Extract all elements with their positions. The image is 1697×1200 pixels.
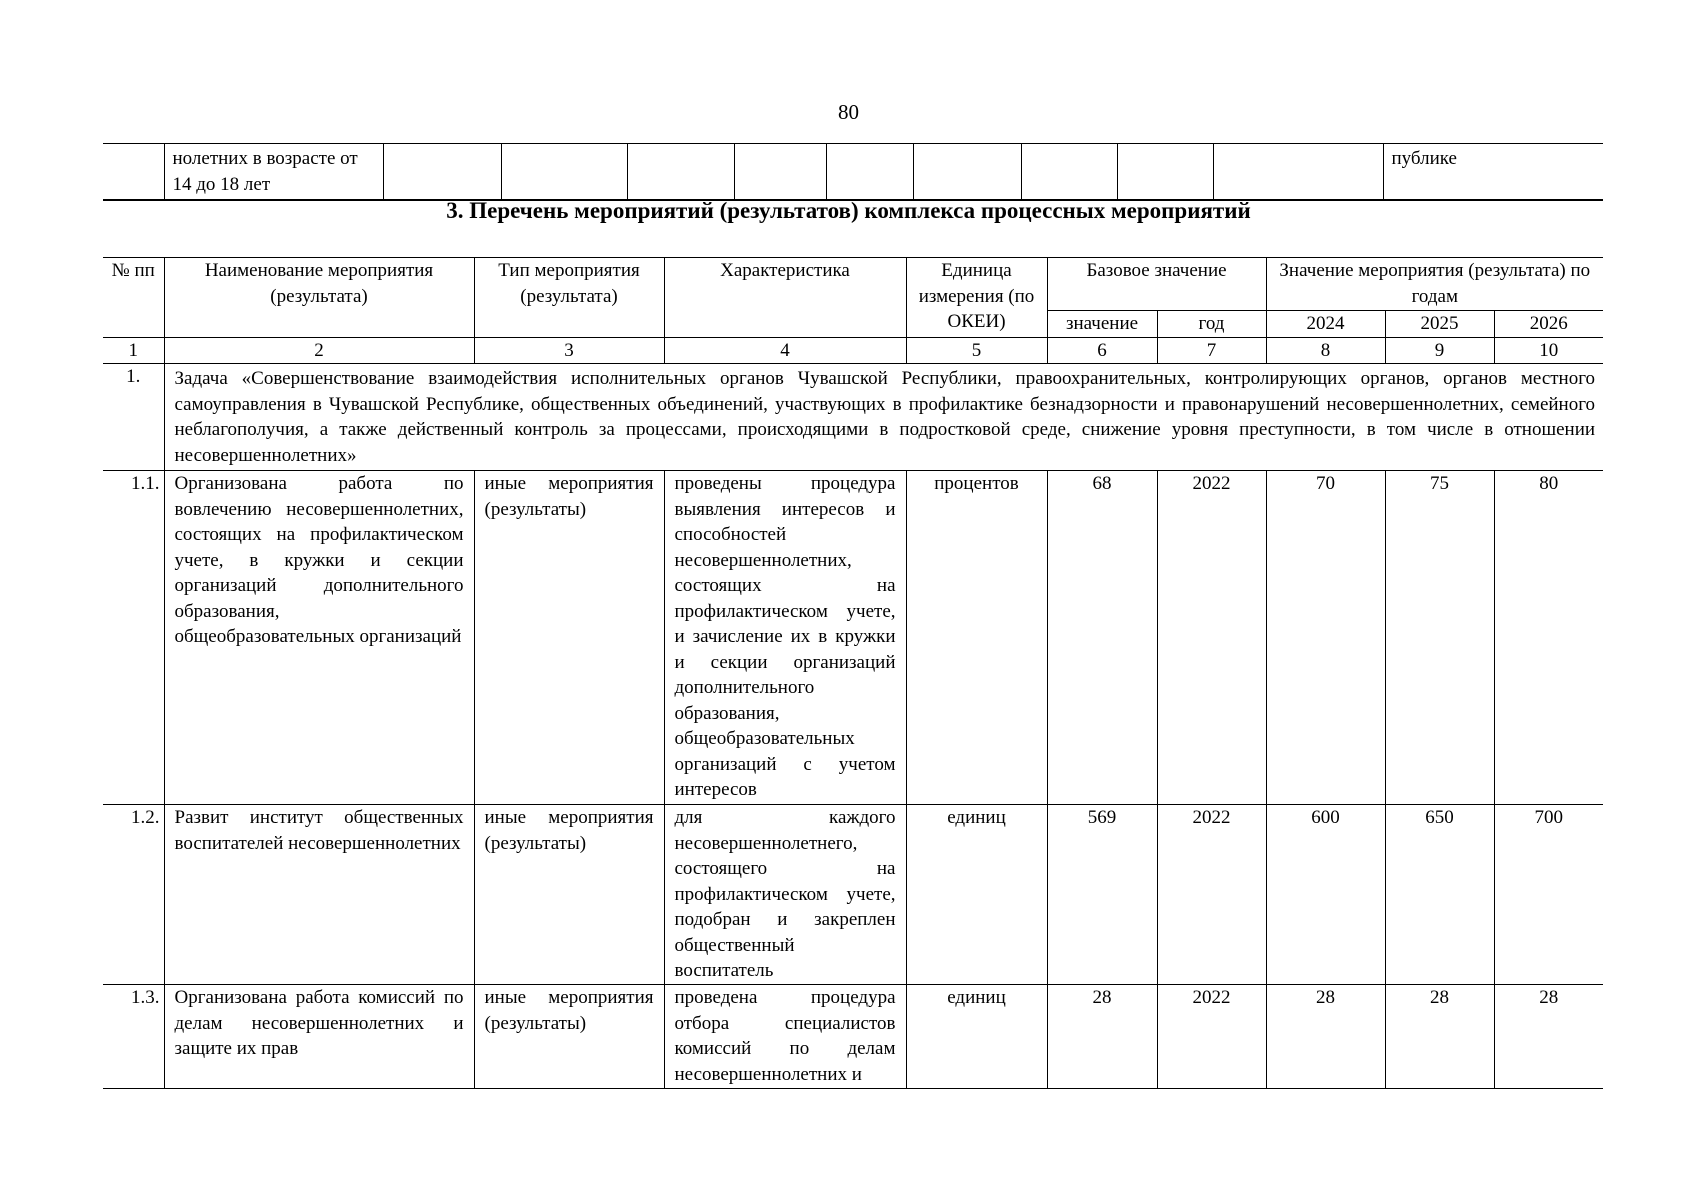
col-number: 6 [1047,337,1157,364]
row-base-year: 2022 [1157,805,1266,985]
row-characteristic: для каждого несовершеннолетнего, состоящего на профилактическом учете, подобран и закреплен общественный воспитатель [664,805,906,985]
header-2026: 2026 [1494,311,1603,338]
row-2025: 650 [1385,805,1494,985]
row-base-value: 28 [1047,985,1157,1089]
row-base-year: 2022 [1157,985,1266,1089]
row-type: иные мероприятия (результаты) [474,805,664,985]
col-number: 9 [1385,337,1494,364]
header-unit: Единица измерения (по ОКЕИ) [906,258,1047,338]
row-characteristic: проведены процедура выявления интересов и способностей несовершеннолетних, состоящих на профилактическом учете, и зачисление их в кружки и секции организаций дополнительного образования, общеобразовательных организаций с учетом интересов [664,471,906,805]
row-unit: единиц [906,805,1047,985]
section-title: 3. Перечень мероприятий (результатов) комплекса процессных мероприятий [446,198,1251,223]
column-numbers-row [103,337,1603,364]
header-num: № пп [103,258,164,338]
task-text: Задача «Совершенствование взаимодействия исполнительных органов Чувашской Республики, правоохранительных, контролирующих органов, органов местного самоуправления в Чувашской Республике, общественных объединений, участвующих в профилактике безнадзорности и правонарушений несовершеннолетних, семейного неблагополучия, а также действенный контроль за процессами, происходящими в подростковой среде, снижение уровня преступности, в том числе в отношении несовершеннолетних» [164,364,1603,471]
header-base-value: значение [1047,311,1157,338]
header-years-group: Значение мероприятия (результата) по годам [1266,258,1603,311]
row-num: 1.1. [103,471,164,805]
header-2025: 2025 [1385,311,1494,338]
row-2024: 600 [1266,805,1385,985]
row-type: иные мероприятия (результаты) [474,985,664,1089]
table-row [103,805,1603,985]
row-base-year: 2022 [1157,471,1266,805]
header-2024: 2024 [1266,311,1385,338]
row-2024: 28 [1266,985,1385,1089]
row-unit: процентов [906,471,1047,805]
previous-table-fragment [103,143,1603,201]
col-number: 2 [164,337,474,364]
col-number: 5 [906,337,1047,364]
row-type: иные мероприятия (результаты) [474,471,664,805]
previous-last-cell: публике [1383,144,1603,201]
col-number: 3 [474,337,664,364]
row-name: Организована работа комиссий по делам несовершеннолетних и защите их прав [164,985,474,1089]
row-num: 1.2. [103,805,164,985]
row-2025: 75 [1385,471,1494,805]
col-number: 1 [103,337,164,364]
col-number: 10 [1494,337,1603,364]
page-number: 80 [838,100,859,124]
header-base-year: год [1157,311,1266,338]
col-number: 4 [664,337,906,364]
row-name: Организована работа по вовлечению несовершеннолетних, состоящих на профилактическом учете, в кружки и секции организаций дополнительного образования, общеобразовательных организаций [164,471,474,805]
table-row [103,471,1603,805]
row-num: 1.3. [103,985,164,1089]
previous-name-cell: нолетних в возрасте от 14 до 18 лет [164,144,383,201]
header-row [103,258,1603,311]
header-base: Базовое значение [1047,258,1266,311]
activities-table [103,257,1603,1089]
previous-table-row [103,144,1603,201]
task-row [103,364,1603,471]
header-name: Наименование мероприятия (результата) [164,258,474,338]
row-2026: 28 [1494,985,1603,1089]
header-characteristic: Характеристика [664,258,906,338]
row-2025: 28 [1385,985,1494,1089]
col-number: 7 [1157,337,1266,364]
row-characteristic: проведена процедура отбора специалистов комиссий по делам несовершеннолетних и [664,985,906,1089]
col-number: 8 [1266,337,1385,364]
task-num: 1. [103,364,164,471]
row-base-value: 68 [1047,471,1157,805]
row-2024: 70 [1266,471,1385,805]
table-row [103,985,1603,1089]
row-2026: 80 [1494,471,1603,805]
row-base-value: 569 [1047,805,1157,985]
row-2026: 700 [1494,805,1603,985]
row-unit: единиц [906,985,1047,1089]
row-name: Развит институт общественных воспитателей несовершеннолетних [164,805,474,985]
header-type: Тип мероприятия (результата) [474,258,664,338]
